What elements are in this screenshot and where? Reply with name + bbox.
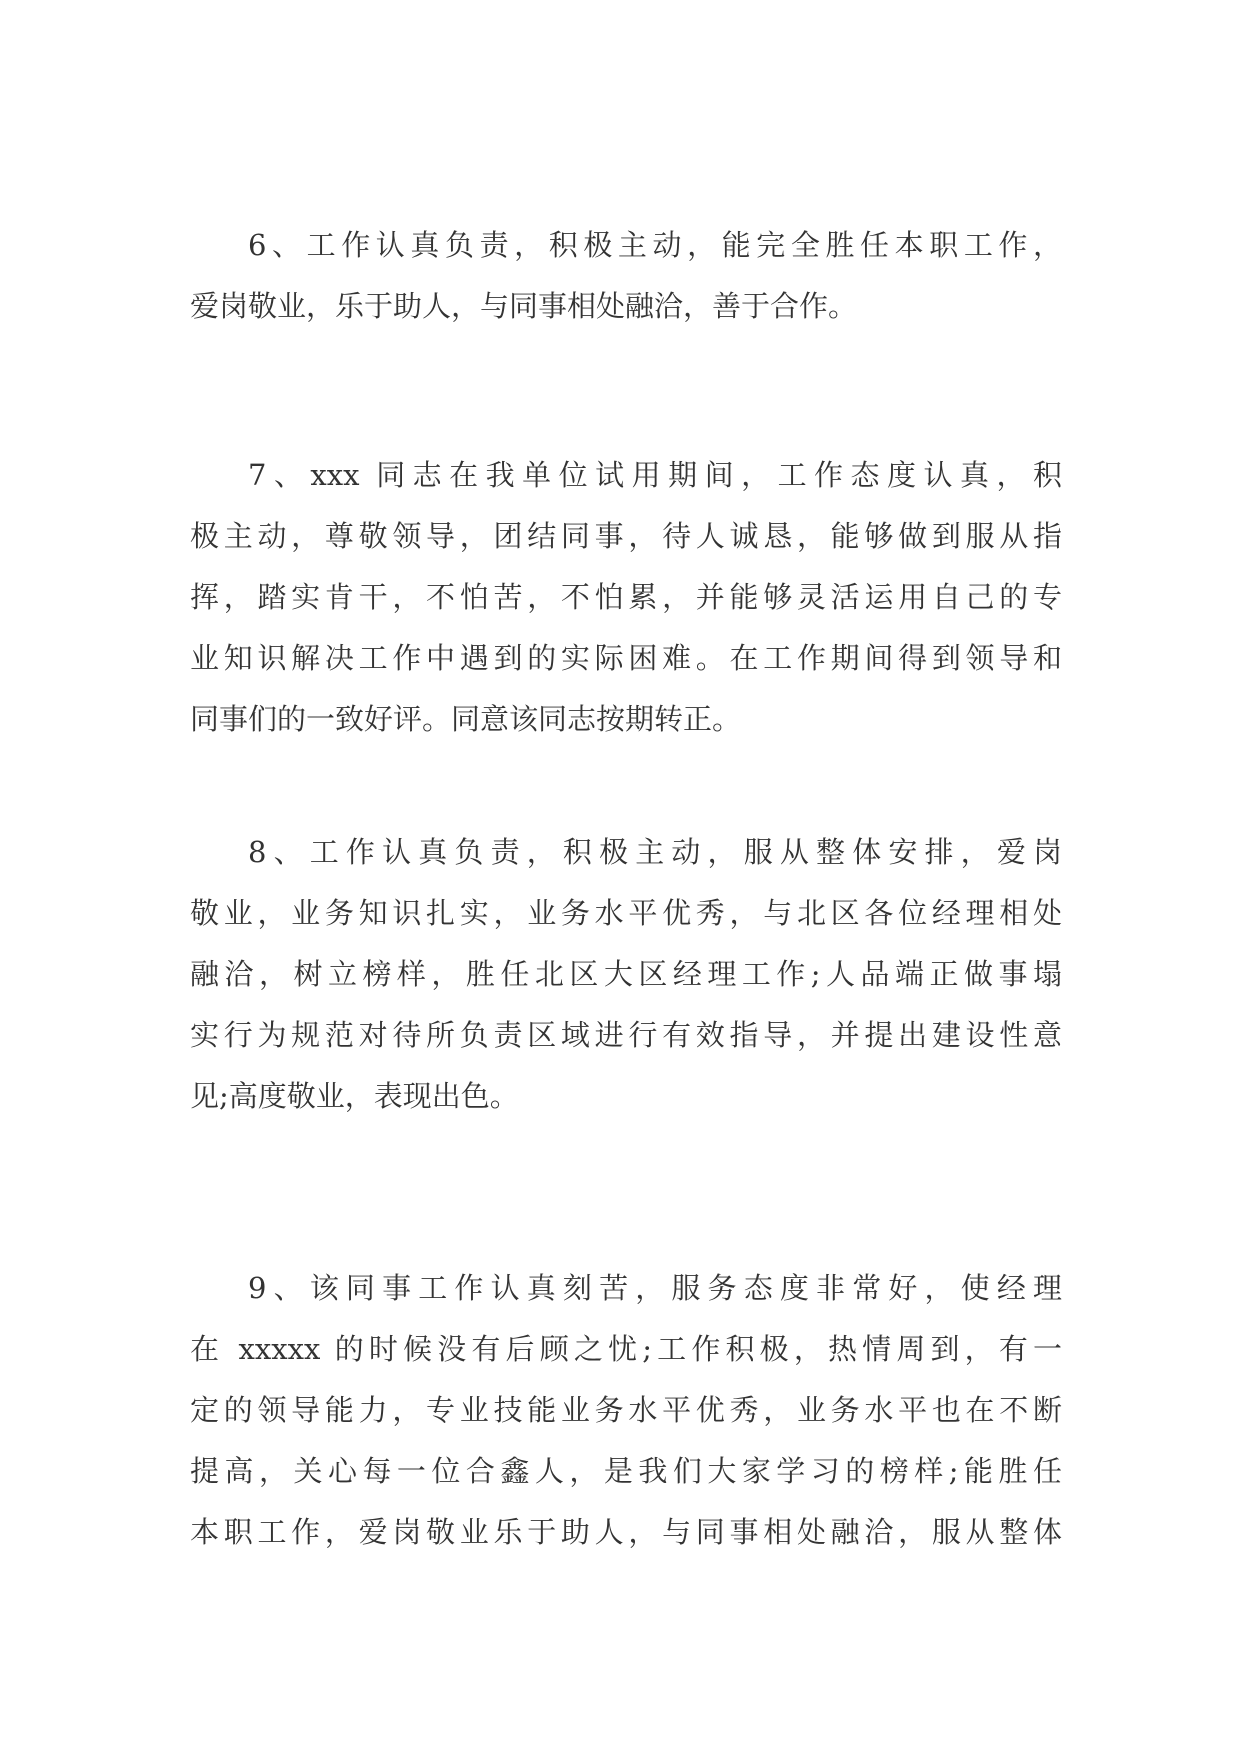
text-line: 8、工作认真负责，积极主动，服从整体安排，爱岗 xyxy=(248,835,1062,869)
paragraph-6 xyxy=(190,215,1062,337)
text-line: 见;高度敬业，表现出色。 xyxy=(190,1079,519,1113)
text-line: 7、xxx 同志在我单位试用期间，工作态度认真，积 xyxy=(248,458,1062,492)
text-line: 极主动，尊敬领导，团结同事，待人诚恳，能够做到服从指 xyxy=(190,519,1062,553)
text-line: 挥，踏实肯干，不怕苦，不怕累，并能够灵活运用自己的专 xyxy=(190,580,1062,614)
text-line: 实行为规范对待所负责区域进行有效指导，并提出建设性意 xyxy=(190,1018,1062,1052)
text-line: 业知识解决工作中遇到的实际困难。在工作期间得到领导和 xyxy=(190,641,1062,675)
text-line: 定的领导能力，专业技能业务水平优秀，业务水平也在不断 xyxy=(190,1393,1062,1427)
text-line: 提高，关心每一位合鑫人，是我们大家学习的榜样;能胜任 xyxy=(190,1454,1062,1488)
text-line: 6、工作认真负责，积极主动，能完全胜任本职工作， xyxy=(248,228,1062,262)
text-line: 本职工作，爱岗敬业乐于助人，与同事相处融洽，服从整体 xyxy=(190,1515,1062,1549)
paragraph-9 xyxy=(190,1258,1062,1563)
text-line: 融洽，树立榜样，胜任北区大区经理工作;人品端正做事塌 xyxy=(190,957,1062,991)
paragraph-7 xyxy=(190,445,1062,750)
text-line: 敬业，业务知识扎实，业务水平优秀，与北区各位经理相处 xyxy=(190,896,1062,930)
text-line: 在 xxxxx 的时候没有后顾之忧;工作积极，热情周到，有一 xyxy=(190,1332,1062,1366)
text-line: 同事们的一致好评。同意该同志按期转正。 xyxy=(190,702,742,736)
text-line: 爱岗敬业，乐于助人，与同事相处融洽，善于合作。 xyxy=(190,289,858,323)
text-line: 9、该同事工作认真刻苦，服务态度非常好，使经理 xyxy=(248,1271,1062,1305)
paragraph-8 xyxy=(190,822,1062,1127)
